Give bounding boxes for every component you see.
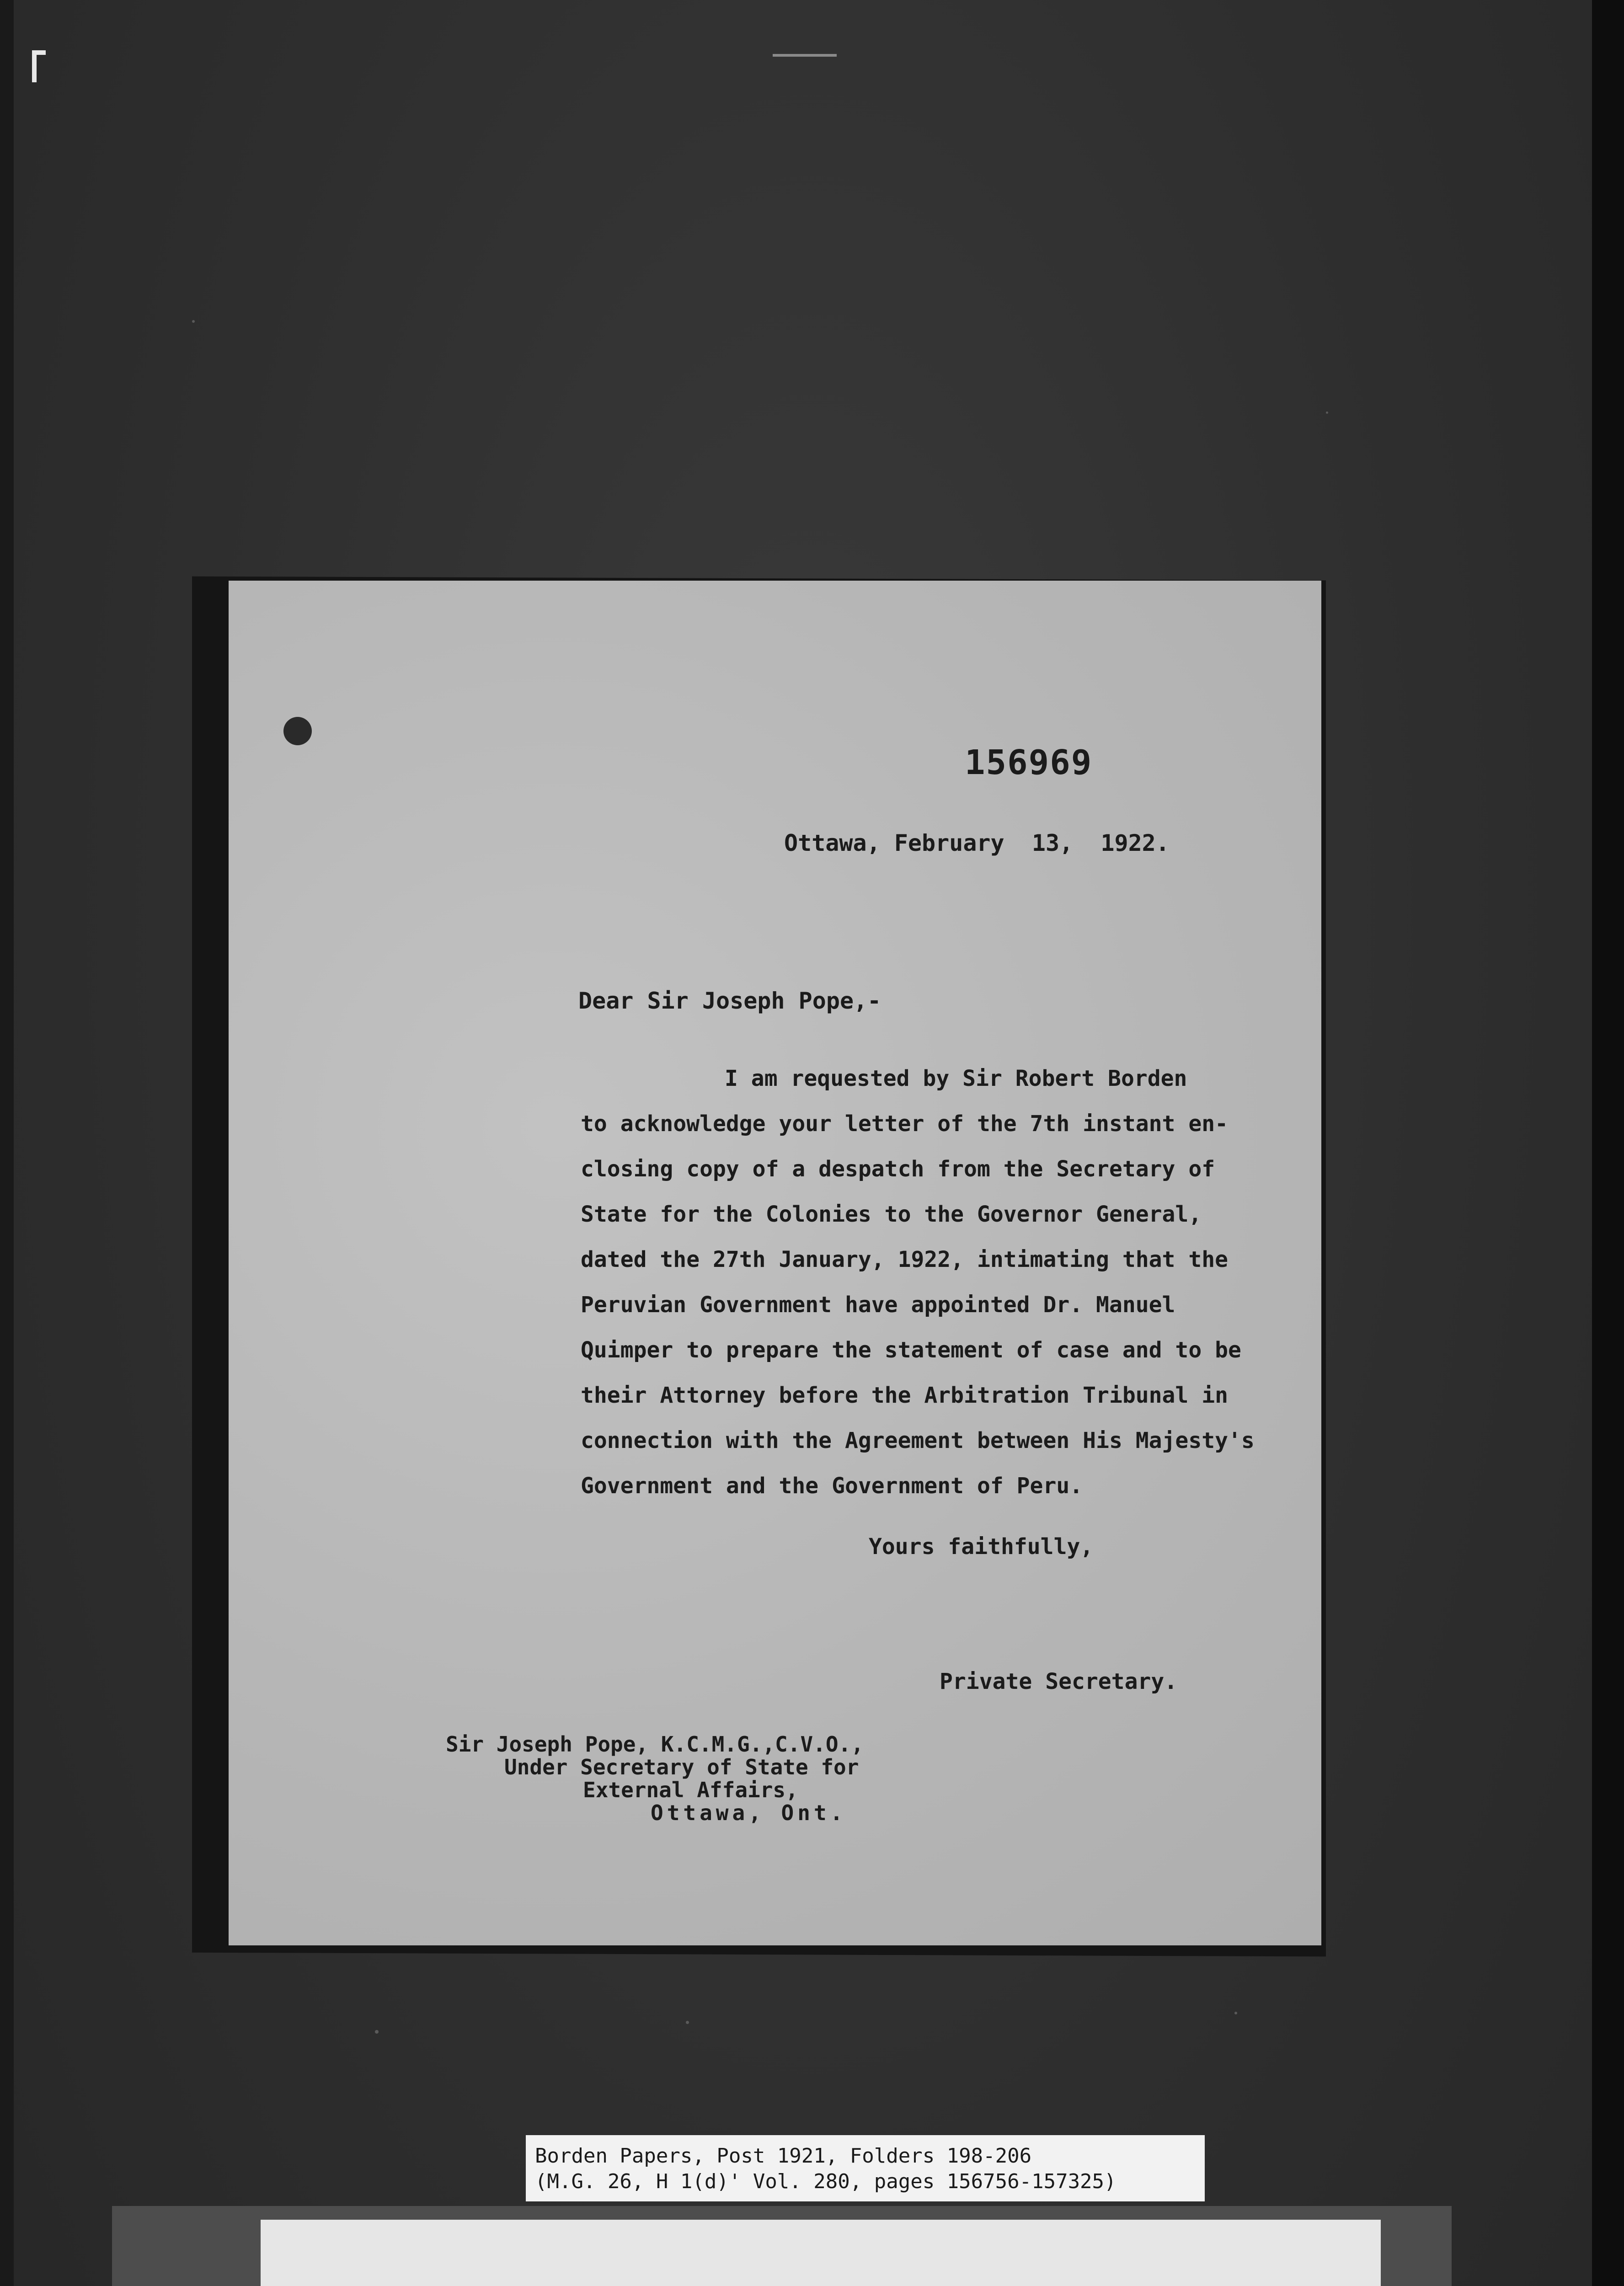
body-line: Peruvian Government have appointed Dr. Manuel: [581, 1292, 1175, 1318]
citation-label: [526, 2135, 1205, 2201]
punch-hole: [283, 717, 312, 745]
film-edge-right: [1592, 0, 1624, 2286]
film-speck: [192, 320, 195, 323]
top-registration-tick: [773, 54, 837, 57]
body-line: I am requested by Sir Robert Borden: [725, 1066, 1187, 1091]
body-line: State for the Colonies to the Governor General,: [581, 1202, 1202, 1227]
film-speck: [375, 2030, 379, 2034]
body-line: Quimper to prepare the statement of case and to be: [581, 1337, 1241, 1363]
film-speck: [1326, 411, 1328, 414]
citation-line: (M.G. 26, H 1(d)' Vol. 280, pages 156756-157325): [535, 2170, 1116, 2193]
salutation: Dear Sir Joseph Pope,-: [578, 988, 881, 1014]
addressee-line: Sir Joseph Pope, K.C.M.G.,C.V.O.,: [446, 1732, 864, 1757]
body-line: to acknowledge your letter of the 7th instant en-: [581, 1111, 1229, 1137]
document-number: 156969: [965, 743, 1093, 782]
body-line: connection with the Agreement between His Majesty's: [581, 1428, 1255, 1453]
body-line: their Attorney before the Arbitration Tribunal in: [581, 1383, 1229, 1408]
addressee-line: Ottawa, Ont.: [651, 1800, 847, 1825]
body-line: closing copy of a despatch from the Secretary of: [581, 1156, 1215, 1182]
addressee-block: [446, 1733, 864, 1824]
corner-registration-mark: [32, 50, 46, 82]
signature-title: Private Secretary.: [940, 1669, 1178, 1694]
body-line: dated the 27th January, 1922, intimating that the: [581, 1247, 1229, 1272]
film-speck: [1234, 2012, 1237, 2014]
letter-body: [581, 1056, 1312, 1509]
citation-line: Borden Papers, Post 1921, Folders 198-206: [535, 2144, 1032, 2168]
body-line: Government and the Government of Peru.: [581, 1473, 1083, 1499]
addressee-line: External Affairs,: [583, 1778, 798, 1802]
addressee-line: Under Secretary of State for: [504, 1755, 859, 1779]
archive-card: [261, 2220, 1381, 2286]
closing: Yours faithfully,: [869, 1534, 1094, 1560]
film-edge-left: [0, 0, 14, 2286]
film-speck: [686, 2021, 689, 2024]
dateline: Ottawa, February 13, 1922.: [784, 830, 1170, 856]
